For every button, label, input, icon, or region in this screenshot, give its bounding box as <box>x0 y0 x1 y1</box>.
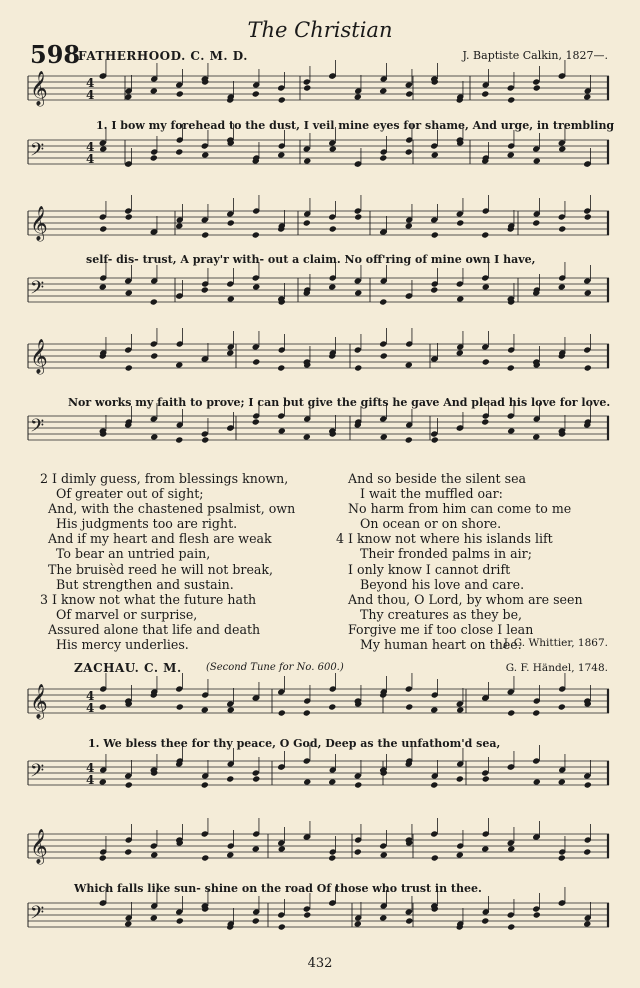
note-head <box>533 84 541 91</box>
note-head <box>278 923 286 930</box>
note-head <box>379 298 387 305</box>
note-head <box>584 213 592 220</box>
bass-clef: 𝄢 <box>30 761 45 786</box>
note-head <box>277 364 285 371</box>
note-head <box>533 157 541 164</box>
page-number: 432 <box>307 956 333 971</box>
note-head <box>405 436 413 443</box>
note-head <box>507 364 515 371</box>
hymn-number: 598 <box>30 40 81 69</box>
note-head <box>329 225 337 232</box>
note-head <box>329 145 337 152</box>
note-head <box>328 703 336 710</box>
note-head <box>227 219 235 226</box>
note-head <box>456 706 464 713</box>
note-head <box>558 145 566 152</box>
note-head <box>507 845 515 852</box>
note-head <box>583 93 591 100</box>
note-head <box>124 920 132 927</box>
stanzas-left: 2 I dimly guess, from blessings known, Of greater out of sight; And, with the chastened psalmist, own His judgments too are right. And if my heart and flesh are weak To bear an untried pain, The bruisèd reed he will not break, But strengthen and sustain. 3 I know not what the future hath Of marvel or surprise, Assured alone that life and death His mercy underlies. <box>40 471 296 653</box>
tune-name: FATHERHOOD. C. M. D. <box>78 49 248 63</box>
note-head <box>150 914 158 921</box>
note-head <box>99 703 107 710</box>
lyric-line-4: 1. We bless thee for thy peace, O God, Deep as the unfathom'd sea, <box>88 737 501 750</box>
note-head <box>405 703 413 710</box>
note-head <box>431 151 439 158</box>
lyric-line-1: 1. I bow my forehead to the dust, I veil mine eyes for shame, And urge, in trembling <box>96 119 615 132</box>
note-head <box>507 709 515 716</box>
note-head <box>532 709 540 716</box>
note-head <box>176 703 184 710</box>
note-head <box>201 854 209 861</box>
note-head <box>405 361 413 368</box>
note-head <box>99 283 107 290</box>
note-head <box>558 703 566 710</box>
note-head <box>226 349 234 356</box>
second-tune-composer: G. F. Händel, 1748. <box>505 662 608 674</box>
note-head <box>584 781 592 788</box>
treble-clef: 𝄞 <box>30 71 48 106</box>
note-head <box>278 845 286 852</box>
note-head <box>252 90 260 97</box>
note-head <box>201 231 209 238</box>
note-head <box>481 231 489 238</box>
note-head <box>558 225 566 232</box>
composer-credit: J. Baptiste Calkin, 1827—. <box>462 49 608 62</box>
note-head <box>303 778 311 785</box>
note-head <box>354 364 362 371</box>
bass-clef: 𝄢 <box>30 140 45 165</box>
note-head <box>201 706 209 713</box>
bass-clef: 𝄢 <box>30 278 45 303</box>
note-head <box>150 433 158 440</box>
note-head <box>481 90 489 97</box>
note-head <box>405 917 413 924</box>
note-head <box>430 781 438 788</box>
note-head <box>99 225 107 232</box>
note-head <box>125 289 133 296</box>
note-head <box>456 851 464 858</box>
note-head <box>175 148 183 155</box>
note-head <box>303 219 311 226</box>
lyric-line-5: Which falls like sun- shine on the road Of those who trust in thee. <box>74 882 482 895</box>
note-head <box>532 219 540 226</box>
note-head <box>431 231 439 238</box>
note-head <box>431 854 439 861</box>
treble-clef: 𝄞 <box>30 684 48 719</box>
treble-clef: 𝄞 <box>30 339 48 374</box>
note-head <box>379 87 387 94</box>
time-signature: 4 <box>86 152 95 166</box>
time-signature: 4 <box>86 761 95 775</box>
note-head <box>481 917 489 924</box>
note-head <box>532 433 540 440</box>
note-head <box>150 87 158 94</box>
note-head <box>456 349 464 356</box>
bass-clef: 𝄢 <box>30 416 45 441</box>
note-head <box>252 418 260 425</box>
note-head <box>380 433 388 440</box>
note-head <box>252 283 260 290</box>
note-head <box>405 148 413 155</box>
note-head <box>175 436 183 443</box>
note-head <box>99 145 107 152</box>
note-head <box>584 364 592 371</box>
page-title: The Christian <box>247 18 393 42</box>
note-head <box>507 96 515 103</box>
treble-clef: 𝄞 <box>30 206 48 241</box>
note-head <box>278 427 286 434</box>
note-head <box>354 848 362 855</box>
note-head <box>303 709 311 716</box>
note-head <box>252 231 260 238</box>
note-head <box>379 154 387 161</box>
time-signature: 4 <box>86 773 95 787</box>
note-head <box>558 778 566 785</box>
note-head <box>507 427 515 434</box>
note-head <box>405 90 413 97</box>
text-credit: J. G. Whittier, 1867. <box>503 637 608 649</box>
note-head <box>175 361 183 368</box>
second-tune-note: (Second Tune for No. 600.) <box>206 662 344 673</box>
note-head <box>456 295 464 302</box>
note-head <box>354 93 362 100</box>
note-head <box>482 775 490 782</box>
note-head <box>303 433 311 440</box>
note-head <box>481 845 489 852</box>
note-head <box>150 352 158 359</box>
note-head <box>456 775 464 782</box>
note-head <box>125 781 133 788</box>
note-head <box>278 96 286 103</box>
note-head <box>201 781 209 788</box>
treble-clef: 𝄞 <box>30 829 48 864</box>
note-head <box>456 219 464 226</box>
second-tune-name: ZACHAU. C. M. <box>74 661 182 675</box>
time-signature: 4 <box>86 689 95 703</box>
note-head <box>227 706 235 713</box>
note-head <box>431 436 439 443</box>
note-head <box>507 151 515 158</box>
note-head <box>328 283 336 290</box>
note-head <box>354 920 362 927</box>
note-head <box>252 845 260 852</box>
note-head <box>125 213 133 220</box>
note-head <box>150 154 158 161</box>
note-head <box>303 157 311 164</box>
note-head <box>328 778 336 785</box>
note-head <box>405 222 413 229</box>
note-head <box>583 920 591 927</box>
note-head <box>252 358 260 365</box>
note-head <box>533 911 541 918</box>
note-head <box>583 848 591 855</box>
note-head <box>201 151 209 158</box>
note-head <box>430 286 438 293</box>
note-head <box>125 364 133 371</box>
note-head <box>201 436 209 443</box>
note-head <box>124 848 132 855</box>
note-head <box>175 222 183 229</box>
note-head <box>150 298 158 305</box>
note-head <box>584 289 592 296</box>
time-signature: 4 <box>86 140 95 154</box>
note-head <box>430 706 438 713</box>
note-head <box>558 283 566 290</box>
note-head <box>226 775 234 782</box>
time-signature: 4 <box>86 76 95 90</box>
lyric-line-3: Nor works my faith to prove; I can but give the gifts he gave And plead his love for love. <box>68 396 611 409</box>
note-head <box>379 914 387 921</box>
note-head <box>354 213 362 220</box>
bass-clef: 𝄢 <box>30 903 45 928</box>
note-head <box>481 418 489 425</box>
note-head <box>278 709 286 716</box>
note-head <box>482 358 490 365</box>
note-head <box>227 295 235 302</box>
note-head <box>507 923 515 930</box>
note-head <box>99 778 107 785</box>
note-head <box>380 851 388 858</box>
note-head <box>354 781 362 788</box>
time-signature: 4 <box>86 701 95 715</box>
note-head <box>354 289 362 296</box>
note-head <box>303 84 311 91</box>
note-head <box>99 854 107 861</box>
note-head <box>380 352 388 359</box>
note-head <box>252 775 260 782</box>
lyric-line-2: self- dis- trust, A pray'r with- out a claim. No off'ring of mine own I have, <box>86 253 536 266</box>
note-head <box>226 851 234 858</box>
note-head <box>252 917 260 924</box>
note-head <box>328 854 336 861</box>
note-head <box>176 90 184 97</box>
note-head <box>150 851 158 858</box>
note-head <box>558 854 566 861</box>
note-head <box>201 286 209 293</box>
note-head <box>482 283 490 290</box>
note-head <box>277 151 285 158</box>
time-signature: 4 <box>86 88 95 102</box>
stanzas-right: And so beside the silent sea I wait the muffled oar: No harm from him can come to me On ocean or on shore. 4 I know not where his islands lift Their fronded palms in air; I only know I cannot drift Beyond his love and care. And thou, O Lord, by whom are seen Thy creatures as they be, Forgive me if too close I lean My human heart on thee. <box>336 471 583 653</box>
note-head <box>176 917 184 924</box>
note-head <box>303 911 311 918</box>
note-head <box>533 778 541 785</box>
